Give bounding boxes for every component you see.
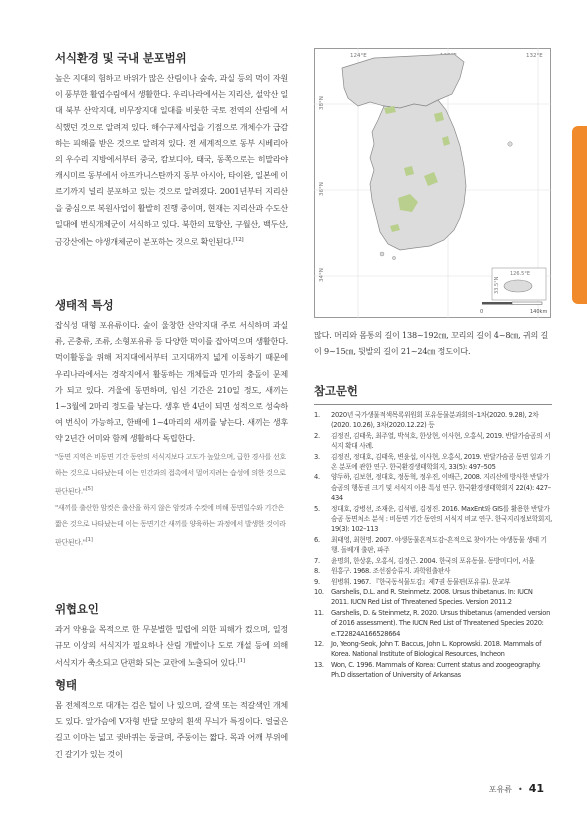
ecology-section bbox=[55, 297, 288, 551]
reference-text: Garshelis, D.L. and R. Steinmetz. 2008. Ursus thibetanus. In: IUCN 2011. IUCN Red List of Threatened Species. Version 2011.2 bbox=[331, 587, 533, 607]
morphology-continued: 많다. 머리와 몸통의 길이 138~192㎝, 꼬리의 길이 4~8㎝, 귀의 길이 9~15㎝, 뒷발의 길이 21~24㎝ 정도이다. bbox=[314, 330, 549, 357]
threats-ref: [1] bbox=[237, 658, 245, 665]
reference-text: Won, C. 1996. Mammals of Korea: Current status and zoogeography. Ph.D dissertation of University of Arkansas bbox=[331, 660, 541, 680]
reference-text: 정대호, 강병선, 조재운, 김석범, 김정진. 2016. MaxEnt와 GIS를 활용한 반달가슴곰 동면처소 분석 : 비동면 기간 동안의 서식지 비교 연구. 한국지리정보학회지, 19(3): 102–113 bbox=[331, 504, 552, 534]
ecology-quote-1 bbox=[55, 449, 288, 500]
habitat-section bbox=[55, 50, 288, 250]
ecology-title: 생태적 특성 bbox=[55, 298, 114, 312]
scale-end: 140km bbox=[530, 309, 548, 315]
reference-item bbox=[314, 410, 552, 431]
references-title: 참고문헌 bbox=[314, 384, 358, 398]
threats-section bbox=[55, 601, 288, 671]
reference-text: 윤명희, 한상훈, 오홍식, 김정근. 2004. 한국의 포유동물. 동방미디어, 서울 bbox=[331, 556, 535, 565]
reference-text: 최태영, 최현명. 2007. 야생동물흔적도감–흔적으로 찾아가는 야생동물 생태 기행. 돌베개 출판, 파주 bbox=[331, 535, 547, 555]
reference-number: 3. bbox=[314, 452, 320, 461]
reference-text: Garshelis, D. & Steinmetz, R. 2020. Ursus thibetanus (amended version of 2016 assessment). The IUCN Red List of Threatened Species 2020: e.T22824A166528664 bbox=[331, 608, 551, 638]
footer-label: 포유류 bbox=[488, 785, 512, 794]
reference-text: 양두하, 김보현, 정대호, 정동혁, 정우진, 이배근, 2008. 지리산에 방사한 반달가슴곰의 행동권 크기 및 서식지 이용 특성 연구. 한국환경생태학회지 22(4): 427–434 bbox=[331, 473, 551, 503]
reference-item bbox=[314, 472, 552, 503]
island-shape bbox=[380, 252, 384, 256]
threats-body bbox=[55, 621, 288, 671]
reference-item bbox=[314, 504, 552, 535]
reference-item bbox=[314, 452, 552, 473]
habitat-ref: [12] bbox=[233, 237, 244, 244]
reference-text: Jo, Yeong-Seok, John T. Baccus, John L. Koprowski. 2018. Mammals of Korea. National Institute of Biological Resources, Incheon bbox=[331, 639, 542, 659]
reference-number: 2. bbox=[314, 431, 320, 440]
lon-label-3: 132°E bbox=[526, 53, 543, 59]
quote-1-ref: [5] bbox=[85, 486, 93, 493]
south-korea-shape bbox=[370, 100, 466, 250]
reference-text: 2020년 국가생물적색목록위원회 포유동물분과회의–1차(2020. 9.28), 2차(2020. 10.26), 3차(2020.12.22) 등 bbox=[331, 411, 539, 430]
jeju-island-shape bbox=[504, 280, 532, 292]
island-shape bbox=[392, 256, 395, 259]
habitat-text: 높은 지대의 험하고 바위가 많은 산림이나 숲속, 과실 등의 먹이 자원이 풍부한 활엽수림에서 생활한다. 우리나라에서는 지리산, 설악산 일대 북부 산악지대, 비무장지대 일대를 비롯한 국토 전역의 산림에 서식했던 것으로 알려져 있다. 해수구제사업을 기점으로 개체수가 급감하는 피해를 받은 것으로 알려져 있다. 전 세계적으로 동부 시베리아의 우수리 지방에서부터 중국, 캄보디아, 태국, 동쪽으로는 히말라야 캐시미르 동부에서 아프카니스탄까지 동부 아시아, 타이완, 일본에 이르기까지 널리 분포하고 있는 것으로 알려졌다. 2001년부터 지리산을 중심으로 복원사업이 활발히 진행 중이며, 현재는 지리산과 수도산 일대에 번식개체군이 서식하고 있다. 북한의 묘향산, 구월산, 백두산, 금강산에는 야생개체군이 분포하는 것으로 확인된다. bbox=[55, 73, 288, 247]
footer-dot: • bbox=[517, 785, 523, 794]
reference-text: 원홍구. 1968. 조선짐승류지. 과학원출판사 bbox=[331, 567, 451, 576]
reference-number: 9. bbox=[314, 577, 320, 586]
quote-1-text: "동면 지역은 비동면 기간 동안의 서식지보다 고도가 높았으며, 급한 경사를 선호하는 것으로 나타났는데 이는 인간과의 접촉에서 멀어지려는 습성에 의한 것으로 판단된다." bbox=[55, 452, 286, 496]
reference-number: 10. bbox=[314, 587, 324, 596]
section-tab bbox=[572, 126, 587, 304]
threats-text: 과거 약용을 목적으로 한 무분별한 밀렵에 의한 피해가 컸으며, 일정 규모 이상의 서식지가 필요하나 산림 개발이나 도로 개설 등에 의해 서식지가 축소되고 단편화 되는 교란에 노출되어 있다. bbox=[55, 624, 288, 669]
scale-bar bbox=[482, 302, 542, 305]
reference-number: 6. bbox=[314, 535, 320, 544]
lat-label-2: 36°N bbox=[319, 182, 325, 196]
ecology-body: 잡식성 대형 포유류이다. 숲이 울창한 산악지대 주로 서식하며 과실류, 곤충류, 조류, 소형포유류 등 다양한 먹이를 잡아먹으며 생활한다. 먹이활동을 위해 저지대에서부터 고지대까지 넓게 이동하기 때문에 우리나라에서는 경작지에서 활동하는 개체들과 민가의 충돌이 문제가 되고 있다. 겨울에 동면하며, 임신 기간은 210일 정도, 새끼는 1~3월에 2마리 정도를 낳는다. 생후 반 4년이 되면 성적으로 성숙하여 번식이 가능하고, 한배에 1~4마리의 새끼를 낳는다. 새끼는 생후 약 2년간 어미와 함께 생활하다 독립한다. bbox=[55, 320, 288, 444]
reference-number: 1. bbox=[314, 411, 320, 419]
page-number: 41 bbox=[528, 782, 544, 795]
map-svg bbox=[314, 48, 551, 318]
reference-number: 7. bbox=[314, 556, 320, 565]
reference-item bbox=[314, 535, 552, 556]
scale-start: 0 bbox=[480, 309, 484, 315]
reference-number: 12. bbox=[314, 639, 324, 648]
ulleung-island-shape bbox=[508, 142, 512, 146]
reference-number: 13. bbox=[314, 660, 324, 669]
morphology-section bbox=[55, 677, 288, 762]
habitat-body bbox=[55, 70, 288, 250]
threats-title: 위협요인 bbox=[55, 602, 99, 616]
quote-2-ref: [1] bbox=[85, 536, 93, 543]
reference-text: 김정진, 김태욱, 최주열, 박석호, 한상현, 이사현, 오홍식, 2019. 반달가슴곰의 서식지 확대 사례. bbox=[331, 431, 551, 451]
lon-label-1: 124°E bbox=[350, 53, 367, 59]
inset-lon-label: 126.5°E bbox=[510, 271, 530, 277]
reference-text: 원병휘. 1967. 『한국동식물도감』제7권 동물편(포유류). 문교부 bbox=[331, 577, 511, 586]
reference-number: 5. bbox=[314, 504, 320, 513]
ecology-quote-2 bbox=[55, 500, 288, 551]
morphology-title: 형태 bbox=[55, 678, 77, 692]
reference-item bbox=[314, 577, 552, 587]
reference-item bbox=[314, 608, 552, 639]
references-divider bbox=[314, 404, 552, 405]
quote-2-text: "새끼를 출산한 암컷은 출산을 하지 않은 암컷과 수컷에 비해 동면일수와 기간은 짧은 것으로 나타났는데 이는 동면기간 새끼를 양육하는 과정에서 발생한 것이라 판단된다." bbox=[55, 503, 286, 547]
references-list bbox=[314, 410, 552, 681]
reference-number: 8. bbox=[314, 567, 320, 576]
morphology-body: 몸 전체적으로 대개는 검은 털이 나 있으며, 갈색 또는 적갈색인 개체도 있다. 앞가슴에 V자형 반달 모양의 흰색 무늬가 특징이다. 얼굴은 길고 이마는 넓고 귓바퀴는 둥글며, 주둥이는 짧다. 목과 어깨 부위에 긴 갈기가 있는 것이 bbox=[55, 700, 288, 759]
reference-item bbox=[314, 566, 552, 576]
reference-item bbox=[314, 660, 552, 681]
reference-item bbox=[314, 639, 552, 660]
reference-item bbox=[314, 431, 552, 452]
reference-number: 4. bbox=[314, 473, 320, 482]
reference-item bbox=[314, 556, 552, 566]
lat-label-3: 34°N bbox=[319, 268, 325, 282]
inset-lat-label: 33.5°N bbox=[494, 276, 500, 294]
reference-number: 11. bbox=[314, 608, 324, 617]
reference-text: 김정진, 정대호, 김태욱, 변윤섭, 이사현, 오홍식, 2019. 반달가슴곰 동면 일과 기온 분포에 관한 연구. 한국환경생태학회지, 33(5): 497–505 bbox=[331, 452, 551, 472]
lat-label-1: 38°N bbox=[319, 96, 325, 110]
habitat-title: 서식환경 및 국내 분포범위 bbox=[55, 51, 187, 65]
page-footer bbox=[489, 782, 544, 795]
distribution-map bbox=[314, 48, 551, 318]
reference-item bbox=[314, 587, 552, 608]
